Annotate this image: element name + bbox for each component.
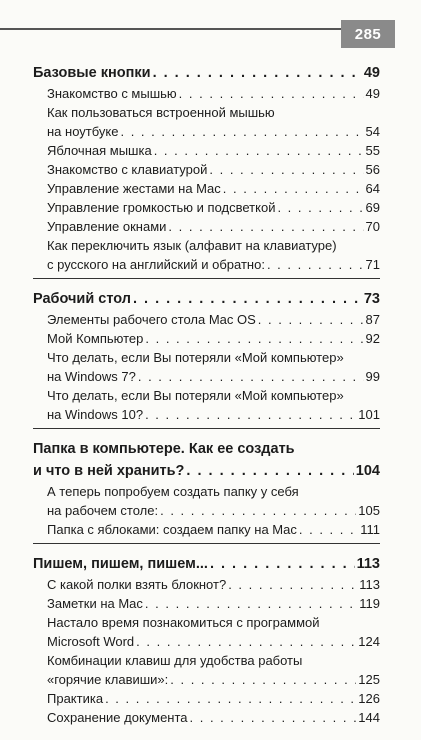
section-heading-page: 113 (356, 556, 380, 572)
toc-section (33, 438, 380, 544)
toc-entry-row (33, 689, 380, 708)
toc-section (33, 288, 380, 429)
toc-entry-page: 87 (365, 312, 380, 327)
toc-entry-title: Мой Компьютер (47, 331, 144, 346)
toc-entry-title: на рабочем столе: (47, 503, 159, 518)
section-heading-row (33, 288, 380, 310)
toc-entry-row (33, 141, 380, 160)
dot-leader (105, 689, 356, 708)
toc-entry-row (33, 670, 380, 689)
toc-entry-page: 125 (358, 672, 380, 687)
toc-entry-title: на ноутбуке (47, 124, 119, 139)
toc-section (33, 62, 380, 279)
toc-entry-page: 54 (365, 124, 380, 139)
toc-entry-title: Управление громкостью и подсветкой (47, 200, 276, 215)
toc-entry-title: Что делать, если Вы потеряли «Мой компьютер» (47, 388, 344, 403)
dot-leader (179, 84, 364, 103)
dot-leader (299, 520, 358, 539)
dot-leader (120, 122, 363, 141)
toc-entry-page: 92 (365, 331, 380, 346)
dot-leader (145, 594, 357, 613)
toc-entry-title: Знакомство с клавиатурой (47, 162, 208, 177)
toc-entry-page: 144 (358, 710, 380, 725)
section-heading-page: 104 (355, 463, 380, 479)
toc-entry-title: Знакомство с мышью (47, 86, 177, 101)
dot-leader (145, 405, 356, 424)
section-heading-page: 49 (363, 65, 380, 81)
toc-entry-row (33, 310, 380, 329)
toc-entry-row (33, 501, 380, 520)
toc-entry-row (33, 367, 380, 386)
toc-section (33, 553, 380, 731)
toc-entry-row (33, 179, 380, 198)
toc-entry-page: 71 (365, 257, 380, 272)
dot-leader (133, 288, 362, 310)
dot-leader (228, 575, 357, 594)
section-heading-row (33, 460, 380, 482)
toc-entry-title: А теперь попробуем создать папку у себя (47, 484, 299, 499)
toc-entry-row (33, 122, 380, 141)
dot-leader (277, 198, 363, 217)
toc-entry-title: Настало время познакомиться с программой (47, 615, 320, 630)
table-of-contents (33, 62, 380, 740)
toc-entry-page: 111 (360, 522, 380, 537)
toc-entry-title: Как пользоваться встроенной мышью (47, 105, 275, 120)
toc-entry-title: Как переключить язык (алфавит на клавиатуре) (47, 238, 337, 253)
section-heading-title: Пишем, пишем, пишем... (33, 556, 208, 572)
section-heading-title: Базовые кнопки (33, 65, 151, 81)
toc-entry-title: на Windows 7? (47, 369, 136, 384)
toc-entry-title: С какой полки взять блокнот? (47, 577, 227, 592)
dot-leader (186, 460, 353, 482)
toc-entry-title: «горячие клавиши»: (47, 672, 169, 687)
dot-leader (145, 329, 363, 348)
dot-leader (168, 217, 363, 236)
page-number: 285 (341, 20, 395, 48)
toc-entry-page: 105 (358, 503, 380, 518)
toc-entry-page: 69 (365, 200, 380, 215)
dot-leader (170, 670, 356, 689)
toc-entry-row (33, 255, 380, 274)
toc-entry-page: 56 (365, 162, 380, 177)
toc-entry-title: Практика (47, 691, 104, 706)
toc-entry-title: с русского на английский и обратно: (47, 257, 265, 272)
toc-entry-title: Сохранение документа (47, 710, 188, 725)
section-heading-row (33, 553, 380, 575)
toc-entry-row (33, 594, 380, 613)
toc-entry-row (33, 160, 380, 179)
toc-entry-row (33, 575, 380, 594)
toc-entry-title: Что делать, если Вы потеряли «Мой компьютер» (47, 350, 344, 365)
dot-leader (223, 179, 364, 198)
toc-entry-title: Яблочная мышка (47, 143, 152, 158)
toc-entry-page: 101 (358, 407, 380, 422)
toc-entry-row (33, 84, 380, 103)
dot-leader (138, 367, 364, 386)
toc-entry-title: Комбинации клавиш для удобства работы (47, 653, 303, 668)
section-heading-row (33, 62, 380, 84)
dot-leader (160, 501, 356, 520)
toc-entry-row (33, 217, 380, 236)
toc-entry-page: 113 (359, 577, 380, 592)
toc-entry-page: 55 (365, 143, 380, 158)
toc-entry-row (33, 520, 380, 539)
header-rule (0, 28, 390, 30)
section-heading-title: Рабочий стол (33, 291, 131, 307)
toc-entry-title: Папка с яблоками: создаем папку на Mac (47, 522, 297, 537)
toc-entry-page: 126 (358, 691, 380, 706)
dot-leader (267, 255, 364, 274)
toc-entry-row (33, 198, 380, 217)
dot-leader (154, 141, 364, 160)
toc-entry-row (33, 329, 380, 348)
toc-entry-title: на Windows 10? (47, 407, 144, 422)
section-heading: Папка в компьютере. Как ее создать (33, 441, 295, 457)
toc-entry-title: Элементы рабочего стола Mac OS (47, 312, 256, 327)
toc-entry-page: 64 (365, 181, 380, 196)
dot-leader (210, 553, 355, 575)
dot-leader (136, 632, 356, 651)
section-heading-title: и что в ней хранить? (33, 463, 185, 479)
toc-entry-title: Управление жестами на Mac (47, 181, 221, 196)
dot-leader (190, 708, 357, 727)
dot-leader (258, 310, 364, 329)
toc-entry-page: 119 (359, 596, 380, 611)
toc-entry-page: 70 (365, 219, 380, 234)
dot-leader (153, 62, 362, 84)
toc-entry-title: Заметки на Mac (47, 596, 143, 611)
dot-leader (209, 160, 363, 179)
toc-entry-row (33, 632, 380, 651)
toc-entry-page: 99 (365, 369, 380, 384)
toc-entry-page: 124 (358, 634, 380, 649)
toc-entry-title: Microsoft Word (47, 634, 135, 649)
section-heading-page: 73 (363, 291, 380, 307)
toc-entry-page: 49 (365, 86, 380, 101)
toc-entry-row (33, 405, 380, 424)
toc-entry-row (33, 708, 380, 727)
toc-entry-title: Управление окнами (47, 219, 167, 234)
